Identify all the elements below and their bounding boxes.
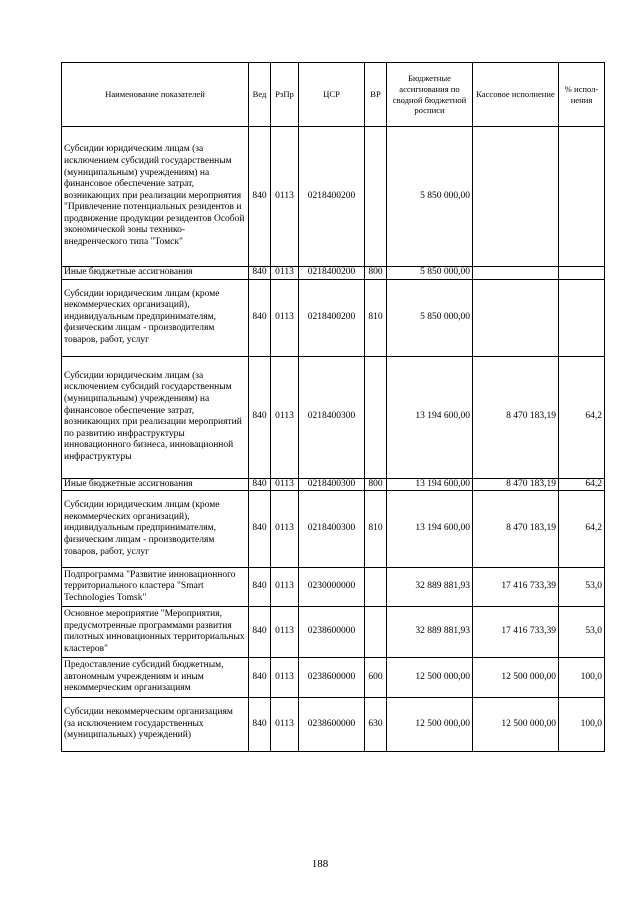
cell-csr: 0218400300 xyxy=(299,491,365,568)
cell-cash: 8 470 183,19 xyxy=(473,356,559,478)
cell-cash: 17 416 733,39 xyxy=(473,607,559,658)
cell-budget: 32 889 881,93 xyxy=(387,568,473,607)
cell-percent: 64,2 xyxy=(559,491,605,568)
cell-rzpr: 0113 xyxy=(271,607,299,658)
table-row xyxy=(62,607,605,658)
header-budget: Бюджетные ассигнования по сводной бюджетной росписи xyxy=(387,63,473,127)
header-rzpr: РзПр xyxy=(271,63,299,127)
table-row xyxy=(62,478,605,491)
table-row xyxy=(62,267,605,280)
cell-cash: 8 470 183,19 xyxy=(473,491,559,568)
cell-rzpr: 0113 xyxy=(271,698,299,752)
cell-budget: 5 850 000,00 xyxy=(387,127,473,267)
header-percent: % испол-нения xyxy=(559,63,605,127)
cell-percent: 53,0 xyxy=(559,568,605,607)
cell-percent: 100,0 xyxy=(559,698,605,752)
cell-name: Субсидии юридическим лицам (за исключением субсидий государственным (муниципальным) учреждениям) на финансовое обеспечение затрат, возникающих при реализации мероприятий по развитию инфраструктуры инновационного бизнеса, инновационной инфраструктуры xyxy=(62,356,249,478)
cell-percent: 64,2 xyxy=(559,478,605,491)
cell-vr xyxy=(365,607,387,658)
table-row xyxy=(62,127,605,267)
table-row xyxy=(62,356,605,478)
cell-vr: 630 xyxy=(365,698,387,752)
cell-ved: 840 xyxy=(249,478,271,491)
table-row xyxy=(62,491,605,568)
cell-budget: 12 500 000,00 xyxy=(387,658,473,698)
cell-name: Подпрограмма "Развитие инновационного территориального кластера "Smart Technologies Tomsk" xyxy=(62,568,249,607)
page-number: 188 xyxy=(311,858,329,870)
cell-name: Основное мероприятие "Мероприятия, предусмотренные программами развития пилотных инновационных территориальных кластеров" xyxy=(62,607,249,658)
cell-name: Предоставление субсидий бюджетным, автономным учреждениям и иным некоммерческим организациям xyxy=(62,658,249,698)
cell-vr: 810 xyxy=(365,491,387,568)
cell-ved: 840 xyxy=(249,267,271,280)
cell-csr: 0218400200 xyxy=(299,127,365,267)
cell-csr: 0218400300 xyxy=(299,356,365,478)
cell-cash xyxy=(473,127,559,267)
cell-cash: 12 500 000,00 xyxy=(473,658,559,698)
cell-budget: 13 194 600,00 xyxy=(387,491,473,568)
header-name: Наименование показателей xyxy=(62,63,249,127)
cell-rzpr: 0113 xyxy=(271,267,299,280)
cell-vr xyxy=(365,356,387,478)
cell-cash xyxy=(473,267,559,280)
cell-csr: 0238600000 xyxy=(299,607,365,658)
cell-ved: 840 xyxy=(249,607,271,658)
table-row xyxy=(62,698,605,752)
cell-rzpr: 0113 xyxy=(271,279,299,356)
cell-rzpr: 0113 xyxy=(271,127,299,267)
cell-csr: 0218400200 xyxy=(299,279,365,356)
cell-rzpr: 0113 xyxy=(271,568,299,607)
cell-vr: 800 xyxy=(365,267,387,280)
cell-vr xyxy=(365,568,387,607)
cell-ved: 840 xyxy=(249,568,271,607)
cell-rzpr: 0113 xyxy=(271,478,299,491)
cell-csr: 0218400200 xyxy=(299,267,365,280)
cell-name: Субсидии юридическим лицам (кроме некоммерческих организаций), индивидуальным предпринимателям, физическим лицам - производителям товаров, работ, услуг xyxy=(62,491,249,568)
cell-vr: 800 xyxy=(365,478,387,491)
cell-rzpr: 0113 xyxy=(271,658,299,698)
cell-name: Иные бюджетные ассигнования xyxy=(62,478,249,491)
cell-cash: 17 416 733,39 xyxy=(473,568,559,607)
cell-ved: 840 xyxy=(249,698,271,752)
cell-percent: 64,2 xyxy=(559,356,605,478)
cell-budget: 5 850 000,00 xyxy=(387,267,473,280)
cell-csr: 0218400300 xyxy=(299,478,365,491)
table-row xyxy=(62,568,605,607)
cell-ved: 840 xyxy=(249,658,271,698)
cell-percent: 100,0 xyxy=(559,658,605,698)
cell-cash: 12 500 000,00 xyxy=(473,698,559,752)
cell-rzpr: 0113 xyxy=(271,356,299,478)
cell-cash xyxy=(473,279,559,356)
cell-budget: 5 850 000,00 xyxy=(387,279,473,356)
table-row xyxy=(62,658,605,698)
cell-name: Иные бюджетные ассигнования xyxy=(62,267,249,280)
cell-rzpr: 0113 xyxy=(271,491,299,568)
cell-budget: 32 889 881,93 xyxy=(387,607,473,658)
cell-percent xyxy=(559,127,605,267)
table-row xyxy=(62,279,605,356)
cell-percent xyxy=(559,267,605,280)
header-vr: ВР xyxy=(365,63,387,127)
cell-cash: 8 470 183,19 xyxy=(473,478,559,491)
header-ved: Вед xyxy=(249,63,271,127)
cell-vr: 810 xyxy=(365,279,387,356)
cell-name: Субсидии юридическим лицам (кроме некоммерческих организаций), индивидуальным предпринимателям, физическим лицам - производителям товаров, работ, услуг xyxy=(62,279,249,356)
header-csr: ЦСР xyxy=(299,63,365,127)
cell-budget: 12 500 000,00 xyxy=(387,698,473,752)
budget-execution-table xyxy=(61,62,605,752)
cell-csr: 0238600000 xyxy=(299,698,365,752)
cell-percent: 53,0 xyxy=(559,607,605,658)
table-header-row xyxy=(62,63,605,127)
cell-vr xyxy=(365,127,387,267)
cell-percent xyxy=(559,279,605,356)
cell-name: Субсидии юридическим лицам (за исключением субсидий государственным (муниципальным) учреждениям) на финансовое обеспечение затрат, возникающих при реализации мероприятия "Привлечение потенциальных резидентов и продвижение продукции резидентов Особой экономической зоны технико-внедренческого типа "Томск" xyxy=(62,127,249,267)
cell-ved: 840 xyxy=(249,491,271,568)
cell-ved: 840 xyxy=(249,279,271,356)
cell-vr: 600 xyxy=(365,658,387,698)
cell-csr: 0238600000 xyxy=(299,658,365,698)
cell-name: Субсидии некоммерческим организациям (за исключением государственных (муниципальных) учреждений) xyxy=(62,698,249,752)
cell-budget: 13 194 600,00 xyxy=(387,356,473,478)
cell-ved: 840 xyxy=(249,127,271,267)
cell-budget: 13 194 600,00 xyxy=(387,478,473,491)
cell-ved: 840 xyxy=(249,356,271,478)
cell-csr: 0230000000 xyxy=(299,568,365,607)
header-cash: Кассовое исполнение xyxy=(473,63,559,127)
